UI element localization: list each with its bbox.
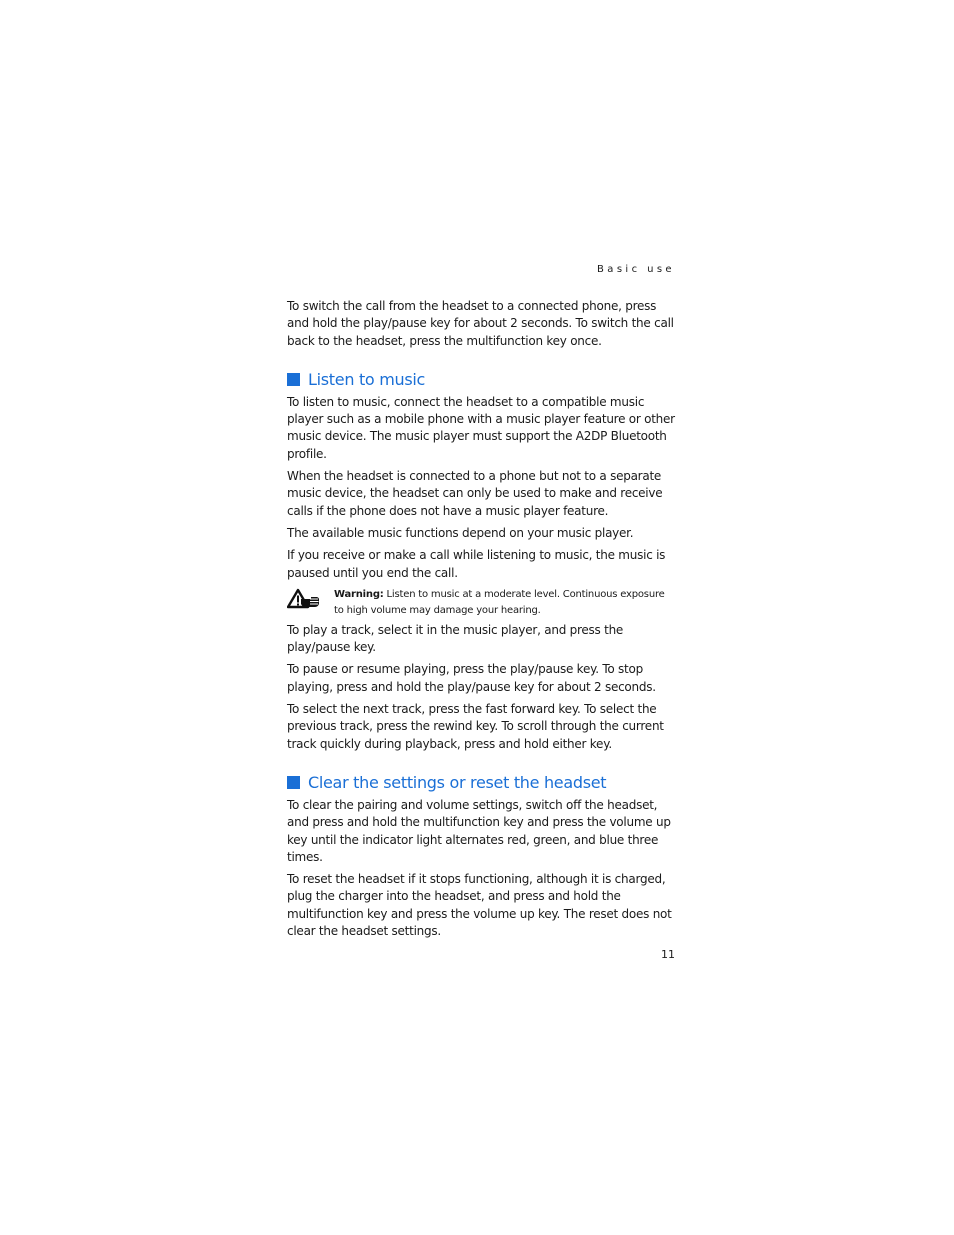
section-heading-listen-text: Listen to music — [308, 369, 425, 389]
page-number: 11 — [661, 948, 675, 961]
section-heading-reset-text: Clear the settings or reset the headset — [308, 772, 607, 792]
listen-paragraph: The available music functions depend on your music player. — [287, 525, 634, 540]
listen-paragraph: To play a track, select it in the music player, and press the play/pause key. — [287, 622, 624, 655]
warning-body: Listen to music at a moderate level. Continuous exposure to high volume may damage your hearing. — [334, 588, 665, 616]
section-heading-reset — [287, 773, 675, 793]
warning-note — [287, 587, 675, 619]
listen-paragraph: If you receive or make a call while listening to music, the music is paused until you end the call. — [287, 548, 666, 580]
listen-paragraph: To pause or resume playing, press the play/pause key. To stop playing, press and hold the play/pause key for about 2 seconds. — [287, 662, 656, 694]
page-content — [287, 298, 675, 945]
running-head: Basic use — [597, 264, 675, 275]
warning-hand-icon — [287, 587, 321, 609]
reset-paragraph: To reset the headset if it stops functioning, although it is charged, plug the charger into the headset, and press and hold the multifunction key and press the volume up key. The reset does not clear the headset settings. — [287, 872, 672, 939]
warning-text — [334, 587, 675, 619]
heading-bullet-icon — [287, 776, 300, 789]
reset-paragraph: To clear the pairing and volume settings, switch off the headset, and press and hold the multifunction key and press the volume up key until the indicator light alternates red, green, and blue three times. — [287, 797, 671, 864]
listen-paragraph: To listen to music, connect the headset to a compatible music player such as a mobile phone with a music player feature or other music device. The music player must support the A2DP Bluetooth profile. — [287, 394, 675, 461]
intro-paragraph: To switch the call from the headset to a connected phone, press and hold the play/pause key for about 2 seconds. To switch the call back to the headset, press the multifunction key once. — [287, 299, 674, 348]
section-heading-listen — [287, 370, 675, 390]
warning-label: Warning: — [334, 588, 384, 600]
heading-bullet-icon — [287, 373, 300, 386]
listen-paragraph: To select the next track, press the fast forward key. To select the previous track, press the rewind key. To scroll through the current track quickly during playback, press and hold either key. — [287, 702, 664, 751]
listen-paragraph: When the headset is connected to a phone but not to a separate music device, the headset can only be used to make and receive calls if the phone does not have a music player feature. — [287, 469, 663, 518]
